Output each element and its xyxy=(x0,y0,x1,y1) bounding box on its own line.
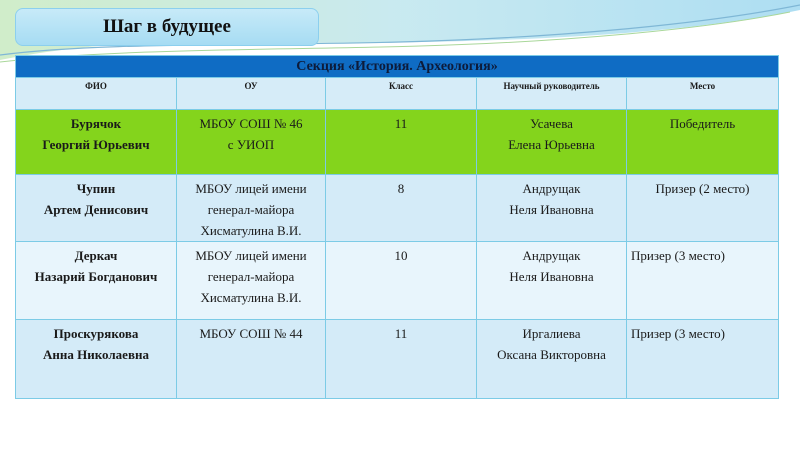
cell-place: Призер (3 место) xyxy=(627,242,779,320)
table-row xyxy=(16,110,779,175)
cell-school: МБОУ СОШ № 44 xyxy=(177,320,326,399)
column-header-school: ОУ xyxy=(177,78,326,110)
results-table xyxy=(15,55,779,399)
cell-name: Проскурякова Анна Николаевна xyxy=(16,320,177,399)
cell-grade: 11 xyxy=(326,320,477,399)
cell-advisor: Андрущак Неля Ивановна xyxy=(477,242,627,320)
cell-place: Победитель xyxy=(627,110,779,175)
section-header-row xyxy=(16,56,779,78)
cell-advisor: Андрущак Неля Ивановна xyxy=(477,175,627,242)
cell-school: МБОУ СОШ № 46 с УИОП xyxy=(177,110,326,175)
column-header-place: Место xyxy=(627,78,779,110)
column-header-advisor: Научный руководитель xyxy=(477,78,627,110)
cell-grade: 10 xyxy=(326,242,477,320)
column-header-row xyxy=(16,78,779,110)
cell-grade: 11 xyxy=(326,110,477,175)
cell-place: Призер (2 место) xyxy=(627,175,779,242)
cell-name: Деркач Назарий Богданович xyxy=(16,242,177,320)
slide-title-box xyxy=(15,8,319,46)
section-title: Секция «История. Археология» xyxy=(16,56,779,78)
cell-advisor: Усачева Елена Юрьевна xyxy=(477,110,627,175)
cell-advisor: Иргалиева Оксана Викторовна xyxy=(477,320,627,399)
cell-place: Призер (3 место) xyxy=(627,320,779,399)
column-header-grade: Класс xyxy=(326,78,477,110)
cell-grade: 8 xyxy=(326,175,477,242)
cell-name: Чупин Артем Денисович xyxy=(16,175,177,242)
table-row xyxy=(16,242,779,320)
slide-title: Шаг в будущее xyxy=(103,16,231,37)
cell-name: Бурячок Георгий Юрьевич xyxy=(16,110,177,175)
table-row xyxy=(16,320,779,399)
table-row xyxy=(16,175,779,242)
cell-school: МБОУ лицей имени генерал-майора Хисматулина В.И. xyxy=(177,175,326,242)
cell-school: МБОУ лицей имени генерал-майора Хисматулина В.И. xyxy=(177,242,326,320)
column-header-fio: ФИО xyxy=(16,78,177,110)
